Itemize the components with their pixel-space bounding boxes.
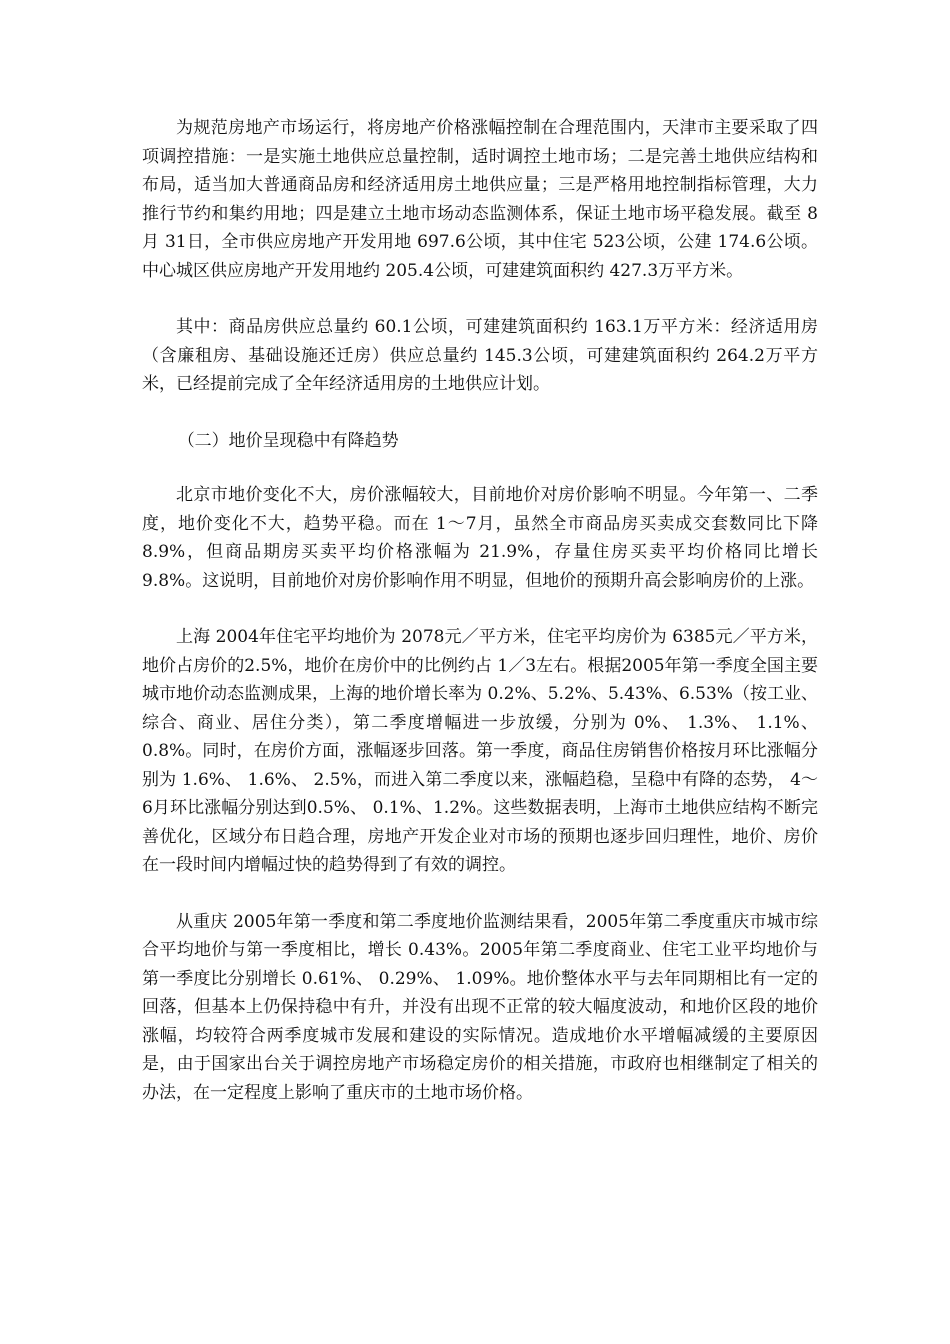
- paragraph-chongqing: 从重庆 2005年第一季度和第二季度地价监测结果看，2005年第二季度重庆市城市综合平均地价与第一季度相比，增长 0.43%。2005年第二季度商业、住宅工业平均地价与第一季度比分别增长 0.61%、 0.29%、 1.09%。地价整体水平与去年同期相比有一定的回落，但基本上仍保持稳中有升，并没有出现不正常的较大幅度波动，和地价区段的地价涨幅，均较符合两季度城市发展和建设的实际情况。造成地价水平增幅减缓的主要原因是，由于国家出台关于调控房地产市场稳定房价的相关措施，市政府也相继制定了相关的办法，在一定程度上影响了重庆市的土地市场价格。: [142, 911, 818, 1103]
- section-heading: （二）地价呈现稳中有降趋势: [177, 430, 399, 451]
- document-body: [142, 114, 818, 1135]
- paragraph-tianjin-measures: 为规范房地产市场运行，将房地产价格涨幅控制在合理范围内，天津市主要采取了四项调控措施：一是实施土地供应总量控制，适时调控土地市场；二是完善土地供应结构和布局，适当加大普通商品房和经济适用房土地供应量；三是严格用地控制指标管理，大力推行节约和集约用地；四是建立土地市场动态监测体系，保证土地市场平稳发展。截至 8月 31日，全市供应房地产开发用地 697.6公顷，其中住宅 523公顷，公建 174.6公顷。中心城区供应房地产开发用地约 205.4公顷，可建建筑面积约 427.3万平方米。: [142, 118, 818, 281]
- paragraph-shanghai: 上海 2004年住宅平均地价为 2078元／平方米，住宅平均房价为 6385元／平方米，地价占房价的2.5%，地价在房价中的比例约占 1／3左右。根据2005年第一季度全国主要城市地价动态监测成果，上海的地价增长率为 0.2%、5.2%、5.43%、6.53%（按工业、综合、商业、居住分类），第二季度增幅进一步放缓，分别为 0%、 1.3%、 1.1%、 0.8%。同时，在房价方面，涨幅逐步回落。第一季度，商品住房销售价格按月环比涨幅分别为 1.6%、 1.6%、 2.5%，而进入第二季度以来，涨幅趋稳，呈稳中有降的态势， 4～6月环比涨幅分别达到0.5%、 0.1%、1.2%。这些数据表明，上海市土地供应结构不断完善优化，区域分布日趋合理，房地产开发企业对市场的预期也逐步回归理性，地价、房价在一段时间内增幅过快的趋势得到了有效的调控。: [142, 627, 818, 875]
- paragraph-beijing: 北京市地价变化不大，房价涨幅较大，目前地价对房价影响不明显。今年第一、二季度，地价变化不大，趋势平稳。而在 1～7月，虽然全市商品房买卖成交套数同比下降 8.9%，但商品期房买卖平均价格涨幅为 21.9%，存量住房买卖平均价格同比增长 9.8%。这说明，目前地价对房价影响作用不明显，但地价的预期升高会影响房价的上涨。: [142, 485, 818, 591]
- paragraph-tianjin-supply: 其中：商品房供应总量约 60.1公顷，可建建筑面积约 163.1万平方米：经济适用房（含廉租房、基础设施还迁房）供应总量约 145.3公顷，可建建筑面积约 264.2万平方米，已经提前完成了全年经济适用房的土地供应计划。: [142, 317, 818, 394]
